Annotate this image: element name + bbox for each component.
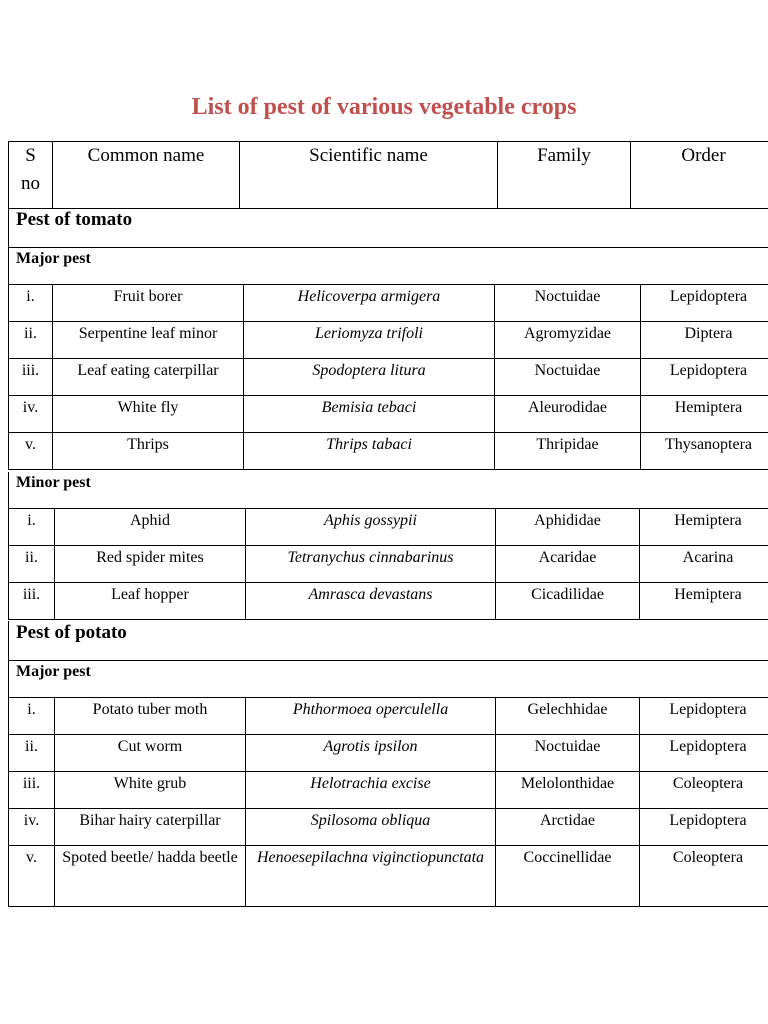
cell-order: Thysanoptera (641, 433, 768, 470)
table-row (9, 809, 768, 846)
cell-common: Thrips (53, 433, 244, 470)
cell-common: Red spider mites (55, 546, 246, 583)
cell-common: Bihar hairy caterpillar (55, 809, 246, 846)
section-title-tomato: Pest of tomato (8, 208, 768, 248)
cell-scientific: Phthormoea operculella (246, 698, 496, 735)
cell-scientific: Henoesepilachna viginctiopunctata (246, 846, 496, 907)
cell-order: Lepidoptera (641, 359, 768, 396)
cell-common: Cut worm (55, 735, 246, 772)
cell-order: Diptera (641, 322, 768, 359)
cell-family: Melolonthidae (496, 772, 640, 809)
header-scientific-name: Scientific name (240, 142, 498, 209)
cell-sno: v. (9, 846, 55, 907)
cell-common: Potato tuber moth (55, 698, 246, 735)
cell-family: Arctidae (496, 809, 640, 846)
table-row (9, 322, 768, 359)
cell-order: Lepidoptera (640, 735, 768, 772)
cell-scientific: Helicoverpa armigera (244, 285, 495, 322)
table-row (9, 772, 768, 809)
cell-common: Serpentine leaf minor (53, 322, 244, 359)
cell-scientific: Spilosoma obliqua (246, 809, 496, 846)
cell-sno: i. (9, 285, 53, 322)
cell-scientific: Leriomyza trifoli (244, 322, 495, 359)
subsection-tomato-minor: Minor pest (8, 472, 768, 509)
table-header (8, 141, 768, 209)
potato-major-table (8, 698, 768, 907)
header-sno-line1: S (25, 145, 36, 166)
cell-family: Aphididae (496, 509, 640, 546)
cell-order: Coleoptera (640, 772, 768, 809)
cell-family: Acaridae (496, 546, 640, 583)
subsection-potato-major: Major pest (8, 661, 768, 698)
cell-order: Acarina (640, 546, 768, 583)
cell-common: Leaf eating caterpillar (53, 359, 244, 396)
cell-common: White fly (53, 396, 244, 433)
cell-scientific: Thrips tabaci (244, 433, 495, 470)
cell-sno: ii. (9, 546, 55, 583)
cell-order: Hemiptera (640, 509, 768, 546)
table-row (9, 735, 768, 772)
cell-sno: iv. (9, 396, 53, 433)
cell-sno: ii. (9, 735, 55, 772)
header-order: Order (631, 142, 768, 209)
cell-common: White grub (55, 772, 246, 809)
header-row (9, 142, 768, 209)
cell-order: Lepidoptera (641, 285, 768, 322)
cell-sno: v. (9, 433, 53, 470)
header-family: Family (498, 142, 631, 209)
cell-order: Hemiptera (641, 396, 768, 433)
cell-sno: iv. (9, 809, 55, 846)
cell-common: Leaf hopper (55, 583, 246, 620)
cell-order: Lepidoptera (640, 698, 768, 735)
tomato-minor-table (8, 509, 768, 620)
table-row (9, 846, 768, 907)
header-sno-line2: no (21, 173, 40, 194)
cell-sno: iii. (9, 583, 55, 620)
table-row (9, 546, 768, 583)
cell-order: Coleoptera (640, 846, 768, 907)
cell-sno: i. (9, 509, 55, 546)
table-row (9, 433, 768, 470)
cell-scientific: Spodoptera litura (244, 359, 495, 396)
cell-family: Noctuidae (495, 285, 641, 322)
header-sno (9, 142, 53, 209)
cell-family: Noctuidae (495, 359, 641, 396)
cell-family: Noctuidae (496, 735, 640, 772)
table-row (9, 698, 768, 735)
cell-order: Lepidoptera (640, 809, 768, 846)
document-title: List of pest of various vegetable crops (191, 94, 577, 120)
cell-sno: iii. (9, 359, 53, 396)
table-row (9, 583, 768, 620)
cell-scientific: Amrasca devastans (246, 583, 496, 620)
cell-scientific: Tetranychus cinnabarinus (246, 546, 496, 583)
table-row (9, 359, 768, 396)
cell-sno: i. (9, 698, 55, 735)
subsection-tomato-major: Major pest (8, 248, 768, 285)
section-title-potato: Pest of potato (8, 621, 768, 661)
cell-family: Coccinellidae (496, 846, 640, 907)
cell-scientific: Agrotis ipsilon (246, 735, 496, 772)
cell-common: Aphid (55, 509, 246, 546)
cell-family: Gelechhidae (496, 698, 640, 735)
cell-scientific: Helotrachia excise (246, 772, 496, 809)
table-row (9, 285, 768, 322)
cell-family: Thripidae (495, 433, 641, 470)
table-row (9, 396, 768, 433)
cell-sno: ii. (9, 322, 53, 359)
cell-family: Cicadilidae (496, 583, 640, 620)
cell-family: Agromyzidae (495, 322, 641, 359)
header-common-name: Common name (53, 142, 240, 209)
cell-scientific: Aphis gossypii (246, 509, 496, 546)
cell-family: Aleurodidae (495, 396, 641, 433)
cell-sno: iii. (9, 772, 55, 809)
tomato-major-table (8, 285, 768, 470)
cell-common: Spoted beetle/ hadda beetle (55, 846, 246, 907)
table-row (9, 509, 768, 546)
cell-order: Hemiptera (640, 583, 768, 620)
cell-scientific: Bemisia tebaci (244, 396, 495, 433)
cell-common: Fruit borer (53, 285, 244, 322)
